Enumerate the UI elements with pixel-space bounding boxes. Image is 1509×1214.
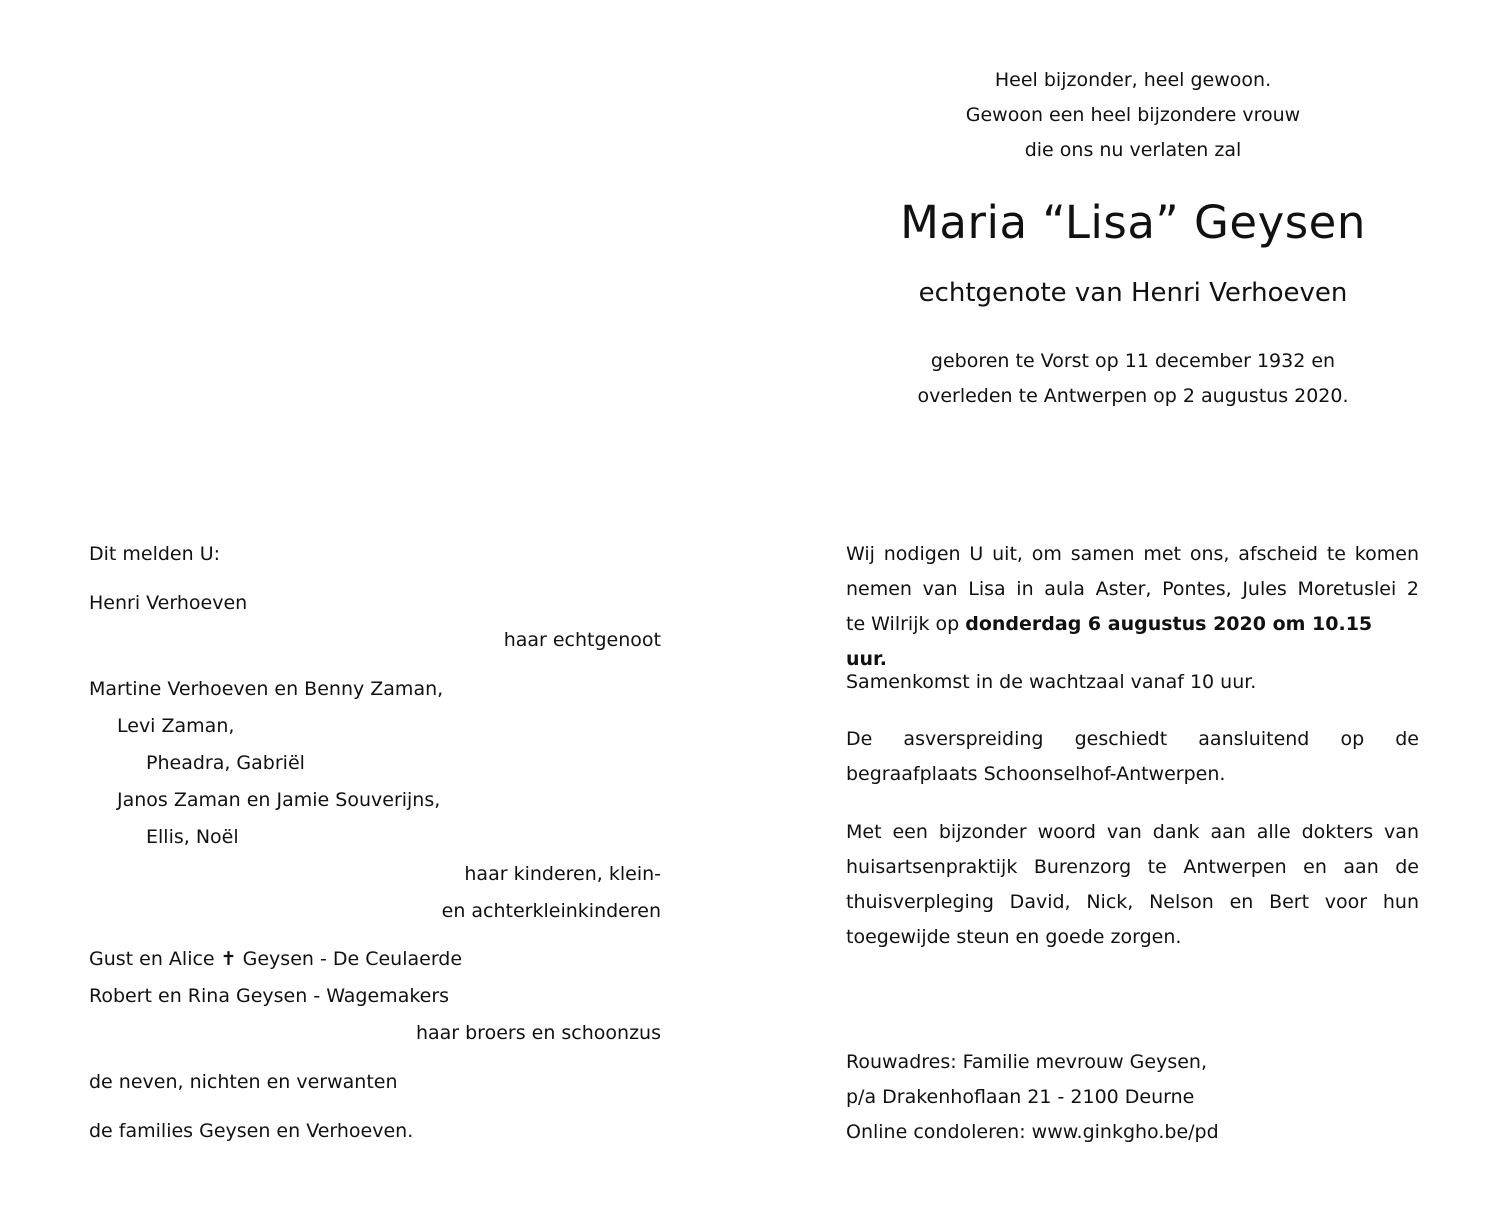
- grandchild-line: Levi Zaman,: [117, 715, 235, 737]
- deceased-name: Maria “Lisa” Geysen: [900, 196, 1366, 249]
- husband-role: haar echtgenoot: [503, 629, 661, 651]
- scattering-line: begraafplaats Schoonselhof-Antwerpen.: [846, 763, 1226, 785]
- thanks-paragraph: [846, 815, 1419, 955]
- invitation-location: te Wilrijk op: [846, 613, 966, 635]
- address-line: p/a Drakenhoflaan 21 - 2100 Deurne: [846, 1086, 1195, 1108]
- gathering-line: Samenkomst in de wachtzaal vanaf 10 uur.: [846, 671, 1257, 693]
- opening-poem: [836, 63, 1430, 168]
- poem-line: Heel bijzonder, heel gewoon.: [994, 69, 1272, 91]
- siblings-role: haar broers en schoonzus: [415, 1022, 661, 1044]
- born-line: geboren te Vorst op 11 december 1932 en: [930, 350, 1336, 372]
- thanks-line: huisartsenpraktijk Burenzorg te Antwerpen en aan de: [846, 856, 1419, 878]
- thanks-line: thuisverpleging David, Nick, Nelson en Bert voor hun: [846, 891, 1419, 913]
- spouse-line: echtgenote van Henri Verhoeven: [918, 278, 1348, 308]
- ceremony-datetime: donderdag 6 augustus 2020 om 10.15 uur.: [846, 613, 1373, 670]
- greatgrandchildren-line: Ellis, Noël: [146, 826, 239, 848]
- children-role-line: haar kinderen, klein-: [464, 863, 661, 885]
- greatgrandchildren-line: Pheadra, Gabriël: [146, 752, 305, 774]
- husband-name: Henri Verhoeven: [89, 592, 248, 614]
- child-line: Martine Verhoeven en Benny Zaman,: [89, 678, 444, 700]
- died-line: overleden te Antwerpen op 2 augustus 2020.: [917, 385, 1349, 407]
- invitation-line: Wij nodigen U uit, om samen met ons, afscheid te komen: [846, 543, 1419, 565]
- families-line: de families Geysen en Verhoeven.: [89, 1120, 414, 1142]
- grandchild-line: Janos Zaman en Jamie Souverijns,: [117, 789, 441, 811]
- birth-death-dates: [836, 344, 1430, 414]
- sibling-surname: Geysen - De Ceulaerde: [242, 948, 463, 970]
- invitation-paragraph: [846, 537, 1419, 677]
- children-role-line: en achterkleinkinderen: [441, 900, 661, 922]
- condolence-link[interactable]: Online condoleren: www.ginkgho.be/pd: [846, 1121, 1219, 1143]
- invitation-line: nemen van Lisa in aula Aster, Pontes, Jules Moretuslei 2: [846, 578, 1419, 600]
- scattering-line: De asverspreiding geschiedt aansluitend op de: [846, 728, 1419, 750]
- sibling-line: Robert en Rina Geysen - Wagemakers: [89, 985, 450, 1007]
- mourning-address: [846, 1045, 1219, 1150]
- cross-icon: ✝: [220, 948, 237, 970]
- scattering-paragraph: [846, 722, 1419, 792]
- thanks-line: toegewijde steun en goede zorgen.: [846, 926, 1182, 948]
- poem-line: die ons nu verlaten zal: [1024, 139, 1242, 161]
- intro-text: Dit melden U:: [89, 543, 221, 565]
- thanks-line: Met een bijzonder woord van dank aan alle dokters van: [846, 821, 1419, 843]
- sibling-line: [89, 948, 462, 970]
- poem-line: Gewoon een heel bijzondere vrouw: [965, 104, 1301, 126]
- address-line: Rouwadres: Familie mevrouw Geysen,: [846, 1051, 1207, 1073]
- gathering-paragraph: [846, 665, 1419, 700]
- relatives-line: de neven, nichten en verwanten: [89, 1071, 398, 1093]
- sibling-names: Gust en Alice: [89, 948, 215, 970]
